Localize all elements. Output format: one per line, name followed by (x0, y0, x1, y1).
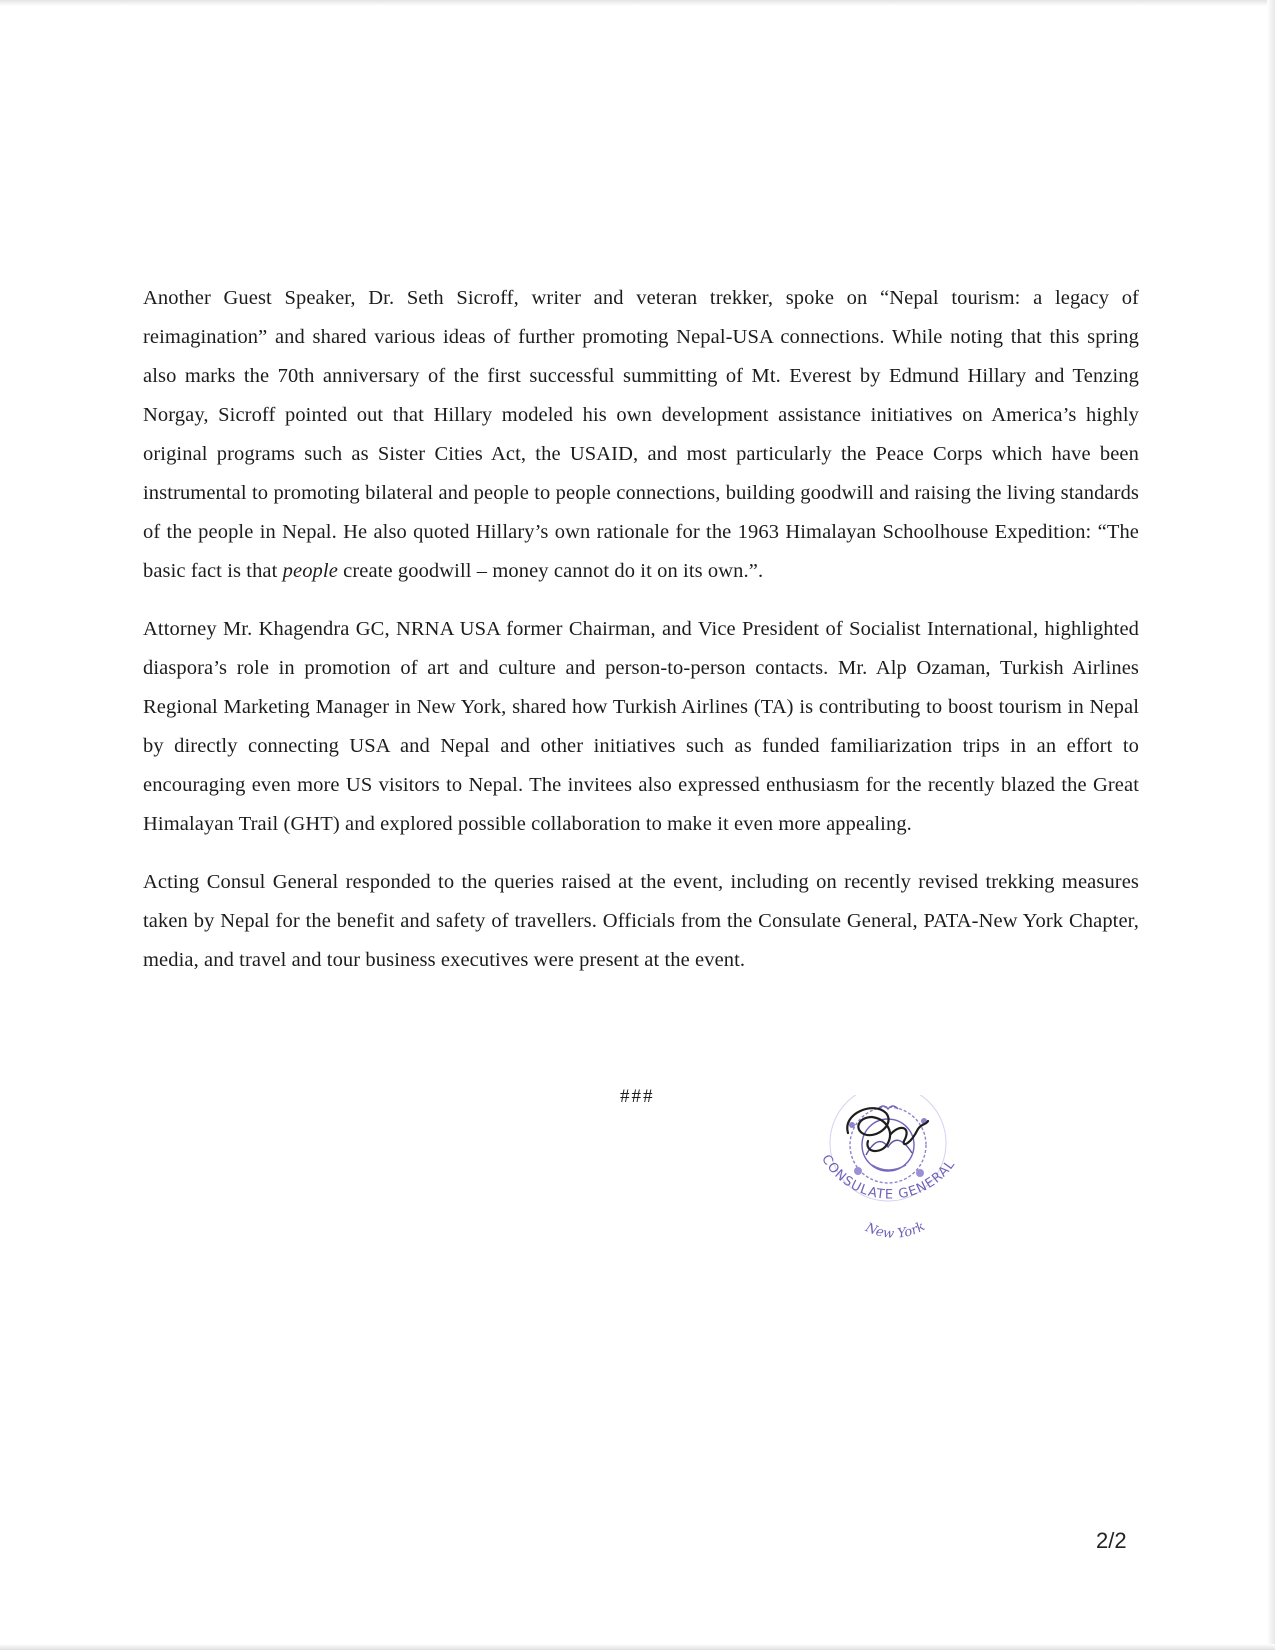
paragraph-attorney: Attorney Mr. Khagendra GC, NRNA USA former Chairman, and Vice President of Socialist International, highlighted diaspora’s role in promotion of art and culture and person-to-person contacts. Mr. Alp Ozaman, Turkish Airlines Regional Marketing Manager in New York, shared how Turkish Airlines (TA) is contributing to boost tourism in Nepal by directly connecting USA and Nepal and other initiatives such as funded familiarization trips in an effort to encouraging even more US visitors to Nepal. The invitees also expressed enthusiasm for the recently blazed the Great Himalayan Trail (GHT) and explored possible collaboration to make it even more appealing. (143, 618, 1139, 835)
seal-graphic (808, 1095, 978, 1255)
seal-city-text: New York (863, 1219, 928, 1242)
document-body (143, 279, 1139, 999)
seal-outer-text: CONSULATE GENERAL (818, 1152, 959, 1203)
scan-right-edge (1267, 0, 1275, 1650)
end-separator: ### (620, 1086, 655, 1107)
scan-bottom-edge (0, 1644, 1275, 1650)
paragraph-guest-speaker (143, 279, 1139, 591)
paragraph-1-text-after: create goodwill – money cannot do it on its own.”. (337, 560, 764, 582)
scan-top-edge (0, 0, 1275, 6)
consulate-seal-stamp (808, 1095, 978, 1255)
paragraph-1-emphasis: people (282, 560, 338, 582)
page-number: 2/2 (1096, 1528, 1127, 1553)
signature-mark (847, 1108, 928, 1151)
paragraph-acting-consul: Acting Consul General responded to the queries raised at the event, including on recently revised trekking measures taken by Nepal for the benefit and safety of travellers. Officials from the Consulate General, PATA-New York Chapter, media, and travel and tour business executives were present at the event. (143, 871, 1139, 971)
paragraph-1-text-before: Another Guest Speaker, Dr. Seth Sicroff, writer and veteran trekker, spoke on “Nepal tourism: a legacy of reimagination” and shared various ideas of further promoting Nepal-USA connections. While noting that this spring also marks the 70th anniversary of the first successful summitting of Mt. Everest by Edmund Hillary and Tenzing Norgay, Sicroff pointed out that Hillary modeled his own development assistance initiatives on America’s highly original programs such as Sister Cities Act, the USAID, and most particularly the Peace Corps which have been instrumental to promoting bilateral and people to people connections, building goodwill and raising the living standards of the people in Nepal. He also quoted Hillary’s own rationale for the 1963 Himalayan Schoolhouse Expedition: “The basic fact is that (143, 287, 1139, 582)
